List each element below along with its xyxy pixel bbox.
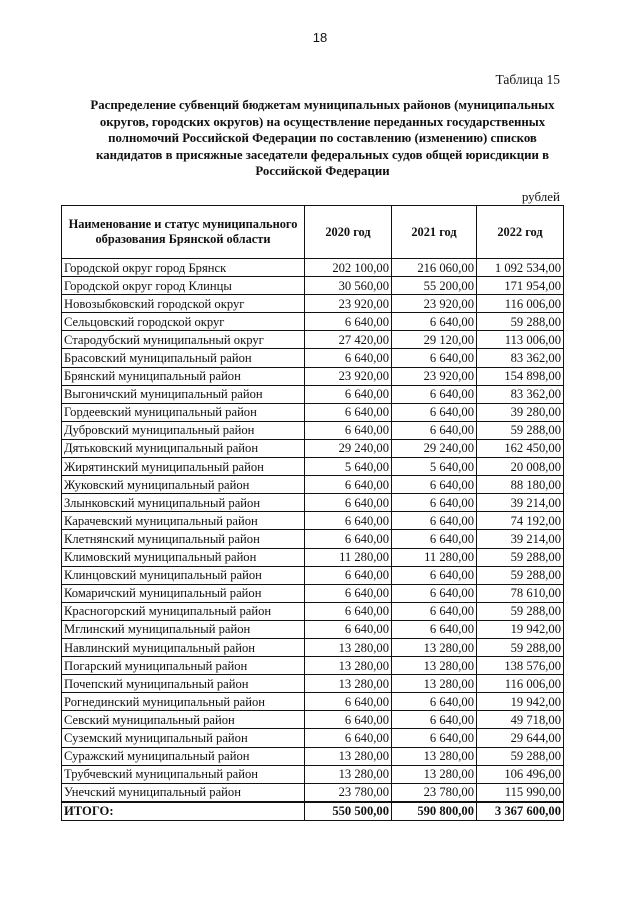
amount-2020: 6 640,00 [305,421,392,439]
amount-2020: 13 280,00 [305,765,392,783]
amount-2020: 23 920,00 [305,367,392,385]
amount-2022: 59 288,00 [477,638,564,656]
table-row [62,476,564,494]
municipality-name: Комаричский муниципальный район [62,584,305,602]
amount-2020: 6 640,00 [305,349,392,367]
amount-2021: 6 640,00 [392,693,477,711]
amount-2022: 74 192,00 [477,512,564,530]
municipality-name: Суземский муниципальный район [62,729,305,747]
table-row [62,439,564,457]
municipality-name: Сельцовский городской округ [62,313,305,331]
municipality-name: Жуковский муниципальный район [62,476,305,494]
municipality-name: Погарский муниципальный район [62,657,305,675]
table-row [62,385,564,403]
amount-2021: 11 280,00 [392,548,477,566]
header-municipality: Наименование и статус муниципального образования Брянской области [62,206,305,259]
municipality-name: Рогнединский муниципальный район [62,693,305,711]
amount-2022: 78 610,00 [477,584,564,602]
amount-2022: 83 362,00 [477,385,564,403]
amount-2020: 6 640,00 [305,602,392,620]
amount-2022: 39 214,00 [477,530,564,548]
page-number: 18 [312,30,328,45]
amount-2020: 13 280,00 [305,657,392,675]
amount-2021: 216 060,00 [392,259,477,277]
table-row [62,765,564,783]
table-row [62,367,564,385]
amount-2021: 29 240,00 [392,439,477,457]
amount-2020: 11 280,00 [305,548,392,566]
amount-2020: 6 640,00 [305,693,392,711]
amount-2022: 59 288,00 [477,747,564,765]
amount-2022: 39 214,00 [477,494,564,512]
municipality-name: Навлинский муниципальный район [62,638,305,656]
table-row [62,602,564,620]
amount-2022: 20 008,00 [477,458,564,476]
table-row [62,277,564,295]
table-row [62,584,564,602]
header-2021: 2021 год [392,206,477,259]
amount-2022: 83 362,00 [477,349,564,367]
municipality-name: Гордеевский муниципальный район [62,403,305,421]
amount-2022: 49 718,00 [477,711,564,729]
table-header-row [62,206,564,259]
amount-2021: 6 640,00 [392,512,477,530]
amount-2021: 6 640,00 [392,421,477,439]
amount-2022: 88 180,00 [477,476,564,494]
municipality-name: Мглинский муниципальный район [62,620,305,638]
table-row [62,657,564,675]
table-row [62,747,564,765]
municipality-name: Выгоничский муниципальный район [62,385,305,403]
municipality-name: Севский муниципальный район [62,711,305,729]
municipality-name: Климовский муниципальный район [62,548,305,566]
table-row [62,259,564,277]
amount-2022: 19 942,00 [477,620,564,638]
amount-2021: 23 920,00 [392,295,477,313]
amount-2020: 13 280,00 [305,747,392,765]
amount-2022: 39 280,00 [477,403,564,421]
amount-2021: 6 640,00 [392,530,477,548]
table-row [62,675,564,693]
currency-unit: рублей [521,189,560,204]
amount-2020: 6 640,00 [305,620,392,638]
amount-2021: 6 640,00 [392,313,477,331]
amount-2021: 6 640,00 [392,729,477,747]
table-row [62,693,564,711]
table-row [62,349,564,367]
municipality-name: Клинцовский муниципальный район [62,566,305,584]
amount-2022: 154 898,00 [477,367,564,385]
amount-2022: 59 288,00 [477,566,564,584]
municipality-name: Суражский муниципальный район [62,747,305,765]
amount-2020: 6 640,00 [305,476,392,494]
amount-2021: 5 640,00 [392,458,477,476]
table-row [62,729,564,747]
header-2022: 2022 год [477,206,564,259]
amount-2020: 6 640,00 [305,494,392,512]
municipality-name: Брасовский муниципальный район [62,349,305,367]
amount-2020: 6 640,00 [305,403,392,421]
amount-2020: 6 640,00 [305,313,392,331]
amount-2021: 6 640,00 [392,620,477,638]
amount-2022: 162 450,00 [477,439,564,457]
amount-2022: 29 644,00 [477,729,564,747]
table-row [62,403,564,421]
amount-2022: 171 954,00 [477,277,564,295]
municipality-name: Городской округ город Клинцы [62,277,305,295]
table-row [62,458,564,476]
amount-2020: 6 640,00 [305,729,392,747]
amount-2021: 6 640,00 [392,494,477,512]
amount-2021: 23 780,00 [392,783,477,802]
table-row [62,512,564,530]
table-row [62,638,564,656]
table-row [62,494,564,512]
table-row [62,530,564,548]
municipality-name: Дубровский муниципальный район [62,421,305,439]
amount-2021: 13 280,00 [392,747,477,765]
table-body [62,259,564,802]
table-row [62,711,564,729]
amount-2022: 116 006,00 [477,675,564,693]
amount-2020: 29 240,00 [305,439,392,457]
amount-2020: 27 420,00 [305,331,392,349]
amount-2022: 116 006,00 [477,295,564,313]
amount-2022: 106 496,00 [477,765,564,783]
amount-2020: 6 640,00 [305,512,392,530]
table-row [62,783,564,802]
amount-2020: 6 640,00 [305,711,392,729]
table-row [62,313,564,331]
table-caption: Таблица 15 [495,72,560,87]
amount-2022: 138 576,00 [477,657,564,675]
amount-2021: 23 920,00 [392,367,477,385]
amount-2020: 202 100,00 [305,259,392,277]
amount-2020: 6 640,00 [305,385,392,403]
table-row [62,295,564,313]
total-label: ИТОГО: [62,802,305,821]
amount-2021: 6 640,00 [392,584,477,602]
amount-2022: 59 288,00 [477,421,564,439]
municipality-name: Почепский муниципальный район [62,675,305,693]
table-row [62,566,564,584]
municipality-name: Злынковский муниципальный район [62,494,305,512]
municipality-name: Клетнянский муниципальный район [62,530,305,548]
municipality-name: Карачевский муниципальный район [62,512,305,530]
amount-2020: 5 640,00 [305,458,392,476]
municipality-name: Новозыбковский городской округ [62,295,305,313]
amount-2020: 23 780,00 [305,783,392,802]
amount-2022: 59 288,00 [477,313,564,331]
amount-2022: 1 092 534,00 [477,259,564,277]
amount-2022: 113 006,00 [477,331,564,349]
amount-2022: 59 288,00 [477,602,564,620]
amount-2021: 13 280,00 [392,675,477,693]
amount-2020: 6 640,00 [305,584,392,602]
amount-2020: 13 280,00 [305,675,392,693]
amount-2021: 6 640,00 [392,349,477,367]
header-2020: 2020 год [305,206,392,259]
table-row [62,548,564,566]
amount-2020: 30 560,00 [305,277,392,295]
total-row [62,802,564,821]
table-row [62,331,564,349]
total-2022: 3 367 600,00 [477,802,564,821]
municipality-name: Дятьковский муниципальный район [62,439,305,457]
amount-2021: 6 640,00 [392,403,477,421]
amount-2021: 29 120,00 [392,331,477,349]
municipality-name: Брянский муниципальный район [62,367,305,385]
amount-2022: 19 942,00 [477,693,564,711]
municipality-name: Стародубский муниципальный округ [62,331,305,349]
amount-2020: 6 640,00 [305,566,392,584]
table-row [62,421,564,439]
amount-2021: 6 640,00 [392,476,477,494]
amount-2022: 59 288,00 [477,548,564,566]
amount-2021: 6 640,00 [392,566,477,584]
document-title: Распределение субвенций бюджетам муниципальных районов (муниципальных округов, городских округов) на осуществление переданных государственных полномочий Российской Федерации по составлению (изменению) списков кандидатов в присяжные заседатели федеральных судов общей юрисдикции в Российской Федерации [90,98,555,178]
amount-2020: 13 280,00 [305,638,392,656]
amount-2020: 23 920,00 [305,295,392,313]
amount-2022: 115 990,00 [477,783,564,802]
amount-2020: 6 640,00 [305,530,392,548]
municipality-name: Жирятинский муниципальный район [62,458,305,476]
amount-2021: 6 640,00 [392,711,477,729]
amount-2021: 6 640,00 [392,602,477,620]
total-2020: 550 500,00 [305,802,392,821]
subvention-table [61,205,564,821]
amount-2021: 6 640,00 [392,385,477,403]
municipality-name: Красногорский муниципальный район [62,602,305,620]
municipality-name: Трубчевский муниципальный район [62,765,305,783]
amount-2021: 13 280,00 [392,638,477,656]
table-row [62,620,564,638]
municipality-name: Городской округ город Брянск [62,259,305,277]
amount-2021: 55 200,00 [392,277,477,295]
municipality-name: Унечский муниципальный район [62,783,305,802]
amount-2021: 13 280,00 [392,765,477,783]
total-2021: 590 800,00 [392,802,477,821]
amount-2021: 13 280,00 [392,657,477,675]
